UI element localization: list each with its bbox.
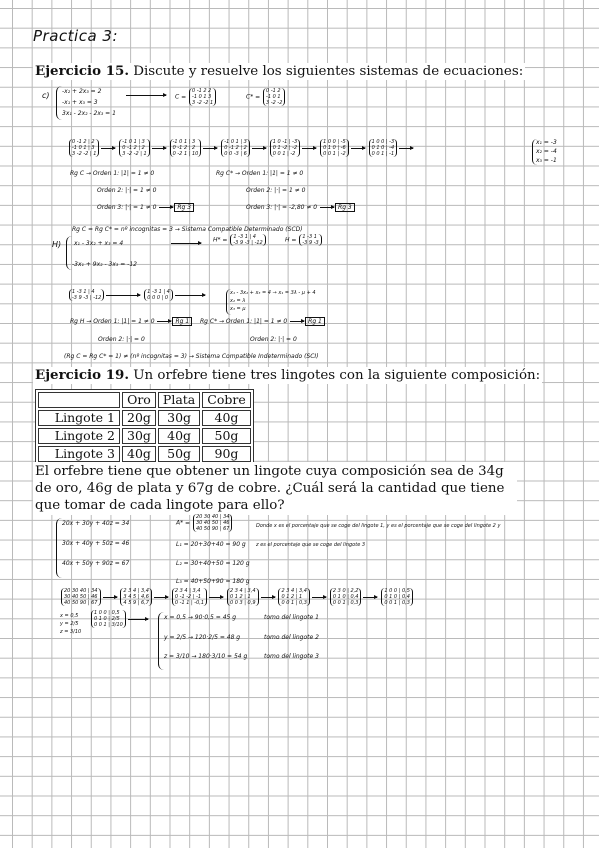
solution-h-1: x₁ - 3x₂ + x₃ = 4 → x₁ = 3λ - μ + 4 <box>230 290 316 296</box>
conclusion-scd: Rg C = Rg C* = nº incognitas = 3 → Sistema Compatible Determinado (SCD) <box>72 226 303 233</box>
system-19-eq1: 20x + 30y + 40z = 34 <box>62 520 130 527</box>
result-x-text: tomo del lingote 1 <box>264 614 319 621</box>
system-c-eq1: -x₂ + 2x₃ = 2 <box>62 88 102 95</box>
matrix-c-label: C = <box>175 93 187 101</box>
table-cell: 20g <box>122 410 156 426</box>
matrix-final-19: 1 0 0 | 0,5 0 1 0 | 2/5 0 0 1 | 3/10 <box>90 610 149 628</box>
system-h-eq1: x₁ - 3x₂ + x₃ = 4 <box>74 240 124 247</box>
matrix-h-star: H* = 1 -3 1 | 4 -3 9 -3 | -12 <box>213 234 267 246</box>
rank-cstar-order1: Rg C* → Orden 1: |1| = 1 ≠ 0 <box>216 170 304 177</box>
table-cell: 40g <box>122 446 156 462</box>
system-c-arrow <box>125 92 167 100</box>
matrix-a-star: A* = 20 30 40 | 34 30 40 50 | 46 40 50 90 | 67 <box>176 514 233 532</box>
lingote-2-total: L₂ = 30+40+50 = 120 g <box>176 560 250 567</box>
result-y: y = 2/5 → 120·2/5 = 48 g <box>164 634 241 641</box>
rank-c-order3 <box>97 204 194 212</box>
rank-c-order3-text: Orden 3: |·| = 1 ≠ 0 <box>97 204 157 211</box>
table-header-cell: Oro <box>122 392 156 408</box>
table-cell: 30g <box>158 410 200 426</box>
table-header-cell: Cobre <box>202 392 250 408</box>
rank-h-box: Rg 1 <box>172 317 192 326</box>
exercise-15-label: Ejercicio 15. <box>35 63 129 79</box>
matrix-c: C = 0 -1 2 2 -1 0 1 3 3 -2 -2 1 <box>175 88 217 106</box>
lingote-1-total: L₁ = 20+30+40 = 90 g <box>176 541 246 548</box>
rank-h-order2: Orden 2: |·| = 0 <box>98 336 145 343</box>
composition-table <box>35 389 254 465</box>
system-19-eq3: 40x + 50y + 90z = 67 <box>62 560 130 567</box>
table-row <box>38 428 251 444</box>
table-cell: Lingote 3 <box>38 446 120 462</box>
system-c-label: c) <box>42 91 50 100</box>
rank-c-box: Rg 3 <box>174 203 194 212</box>
note-line-2: z es el porcentaje que se coge del lingote 3 <box>256 542 366 548</box>
exercise-15-heading <box>33 63 525 80</box>
rank-c-order1: Rg C → Orden 1: |1| = 1 ≠ 0 <box>70 170 155 177</box>
gauss-reduction-row-1: 0 -1 2 | 2 -1 0 1 | 3 3 -2 -2 | 1 -1 0 1 | 3 0 -1 2 | 2 3 -2 -2 | 1 -1 0 1 | 3 0 -1 2 | 2 0 -2 1 | 10 -1 0 1 | 3 0 -1 2 | 2 0 0 -3 | 6 1 0 -1 | -3 0 1 -2 | -2 0 0 1 | -2 1 0 0 | -5 0 1 0 | -6 0 0 1 | -2 1 0 0 | -3 0 1 0 | -4 0 0 1 | -1 <box>68 139 414 157</box>
table-cell: 40g <box>202 410 250 426</box>
rank-cstar-order2: Orden 2: |·| = 1 ≠ 0 <box>246 187 306 194</box>
system-c-eq2: -x₁ + x₃ = 3 <box>62 99 98 106</box>
rank-cstar-order3-text: Orden 3: |·| = -2,80 ≠ 0 <box>246 204 318 211</box>
exercise-19-label: Ejercicio 19. <box>35 367 129 383</box>
solution-c-x3: x₃ = -1 <box>536 157 557 164</box>
system-19-eq2: 30x + 40y + 50z = 46 <box>62 540 130 547</box>
conclusion-sci: (Rg C = Rg C* = 1) ≠ (nº incognitas = 3) → Sistema Compatible Indeterminado (SCI) <box>64 353 319 360</box>
solution-c-x2: x₂ = -4 <box>536 148 557 155</box>
matrix-c-star: C* = 0 -1 2 -1 0 1 3 -2 -2 <box>246 88 286 106</box>
table-cell: 90g <box>202 446 250 462</box>
rank-cstar-box: Rg 3 <box>335 203 355 212</box>
table-header-row <box>38 392 251 408</box>
exercise-15-text: Discute y resuelve los siguientes sistemas de ecuaciones: <box>133 64 524 79</box>
rank-c-order2: Orden 2: |·| = 1 ≠ 0 <box>97 187 157 194</box>
table-cell: 40g <box>158 428 200 444</box>
result-z: z = 3/10 → 180·3/10 = 54 g <box>164 653 248 660</box>
table-cell: 50g <box>158 446 200 462</box>
exercise-19-heading <box>33 367 542 384</box>
side-result-x: x = 0,5 <box>60 613 79 619</box>
side-result-z: z = 3/10 <box>60 629 82 635</box>
exercise-19-text: Un orfebre tiene tres lingotes con la siguiente composición: <box>133 368 541 383</box>
table-cell: Lingote 2 <box>38 428 120 444</box>
matrix-a-star-label: A* = <box>176 519 191 527</box>
table-cell: 30g <box>122 428 156 444</box>
rank-hstar-order1 <box>200 318 325 326</box>
rank-hstar-box: Rg 1 <box>305 317 325 326</box>
page-title: Practica 3: <box>33 27 119 45</box>
table-cell: 50g <box>202 428 250 444</box>
rank-hstar-order2: Orden 2: |·| = 0 <box>250 336 297 343</box>
result-x: x = 0,5 → 90·0,5 = 45 g <box>164 614 237 621</box>
gauss-reduction-h: 1 -3 1 | 4 -3 9 -3 | -12 1 -3 1 | 4 0 0 0 | 0 <box>68 289 206 301</box>
solution-h-2: x₂ = λ <box>230 298 246 304</box>
exercise-19-question: El orfebre tiene que obtener un lingote cuya composición sea de 34g de oro, 46g de plata y 67g de cobre. ¿Cuál será la cantidad que tiene que tomar de cada lingote para ello? <box>33 462 517 515</box>
system-h-arrow <box>170 240 202 248</box>
table-cell: Lingote 1 <box>38 410 120 426</box>
result-z-text: tomo del lingote 3 <box>264 653 319 660</box>
rank-hstar-order1-text: Rg C* → Orden 1: |1| = 1 ≠ 0 <box>200 318 288 325</box>
solution-h-3: x₃ = μ <box>230 306 246 312</box>
solution-c-x1: x₁ = -3 <box>536 139 557 146</box>
system-c-eq3: 3x₁ - 2x₂ - 2x₃ = 1 <box>62 110 116 117</box>
table-row <box>38 410 251 426</box>
matrix-h-star-label: H* = <box>213 236 228 244</box>
side-result-y: y = 2/5 <box>60 621 79 627</box>
table-row <box>38 446 251 462</box>
system-h-eq2: -3x₁ + 9x₂ - 3x₃ = -12 <box>72 261 137 268</box>
gauss-reduction-19: 20 30 40 | 34 30 40 50 | 46 40 50 90 | 67 2 3 4 | 3,4 3 4 5 | 4,6 4 5 9 | 6,7 2 3 4 | 3,4 0 -1 -2 | -1 0 -1 1 | -0,1 2 3 4 | 3,4 0 1 2 | 1 0 0 3 | 0,9 2 3 4 | 3,4 0 1 2 | 1 0 0 1 | 0,3 2 3 0 | 2,2 0 1 0 | 0,4 0 0 1 | 0,3 1 0 0 | 0,5 0 1 0 | 0,4 0 0 1 | 0,3 <box>60 588 414 606</box>
matrix-h: H = 1 -3 1 -3 9 -3 <box>285 234 323 246</box>
note-line-1: Donde x es el porcentaje que se coge del lingote 1, y es el porcentaje que se coge del lingote 2 y <box>256 523 501 529</box>
result-y-text: tomo del lingote 2 <box>264 634 319 641</box>
table-header-cell: Plata <box>158 392 200 408</box>
rank-h-order1 <box>70 318 192 326</box>
lingote-3-total: L₃ = 40+50+90 = 180 g <box>176 578 250 585</box>
system-h-label: H) <box>52 240 62 249</box>
table-header-cell <box>38 392 120 408</box>
matrix-h-label: H = <box>285 236 297 244</box>
rank-h-order1-text: Rg H → Orden 1: |1| = 1 ≠ 0 <box>70 318 155 325</box>
matrix-c-star-label: C* = <box>246 93 261 101</box>
rank-cstar-order3 <box>246 204 355 212</box>
